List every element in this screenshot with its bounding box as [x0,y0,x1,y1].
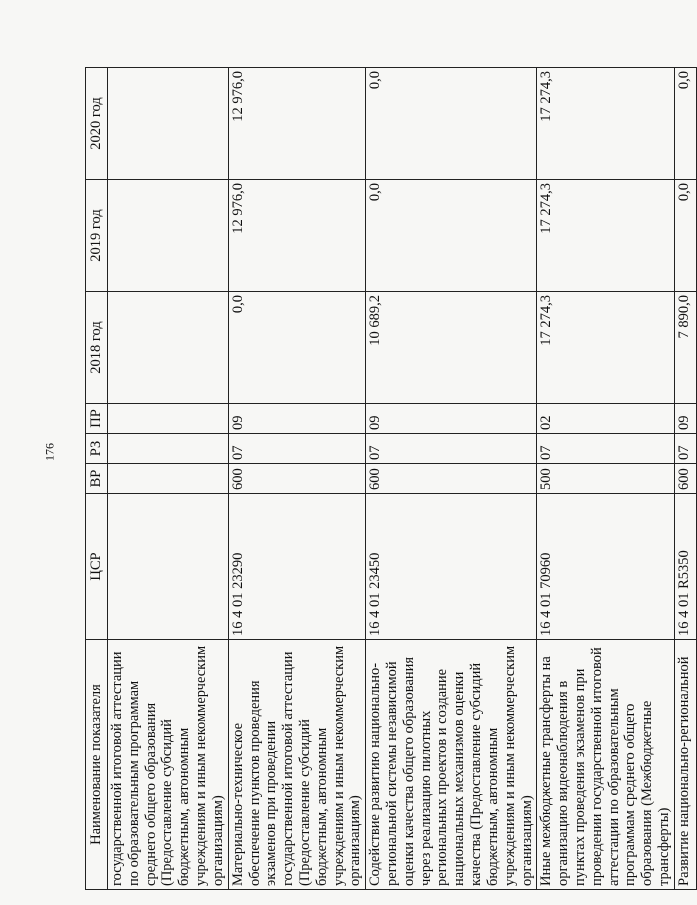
row-2018: 7 890,0 [674,292,696,404]
table-row [537,68,675,890]
row-vr: 600 [228,464,366,494]
row-2020: 0,0 [674,68,696,180]
row-pr: 09 [228,404,366,434]
row-2018 [108,292,229,404]
row-pr: 02 [537,404,675,434]
row-rz: 07 [366,434,537,464]
row-2019: 17 274,3 [537,180,675,292]
header-2020: 2020 год [86,68,108,180]
budget-table-container [85,68,692,890]
row-2019 [108,180,229,292]
row-vr: 500 [537,464,675,494]
row-rz: 07 [674,434,696,464]
row-csr: 16 4 01 23290 [228,494,366,640]
budget-table [85,67,697,890]
row-pr: 09 [674,404,696,434]
row-csr [108,494,229,640]
table-row [674,68,696,890]
row-name: Иные межбюджетные трансферты на организацию видеонаблюдения в пунктах проведения экзаменов при проведении государственной итоговой аттестации по образовательным программам среднего общего образования (Межбюджетные трансферты) [537,640,675,890]
table-row [228,68,366,890]
row-2018: 17 274,3 [537,292,675,404]
row-2018: 10 689,2 [366,292,537,404]
header-csr: ЦСР [86,494,108,640]
row-name: Материально-техническое обеспечение пунктов проведения экзаменов при проведении государственной итоговой аттестации (Предоставление субсидий бюджетным, автономным учреждениям и иным некоммерческим организациям) [228,640,366,890]
row-rz [108,434,229,464]
header-rz: РЗ [86,434,108,464]
row-2020 [108,68,229,180]
header-2018: 2018 год [86,292,108,404]
row-vr [108,464,229,494]
row-2020: 0,0 [366,68,537,180]
page-number: 176 [42,443,57,461]
row-csr: 16 4 01 70960 [537,494,675,640]
row-rz: 07 [228,434,366,464]
row-name: Развитие национально-региональной [674,640,696,890]
row-csr: 16 4 01 23450 [366,494,537,640]
header-pr: ПР [86,404,108,434]
row-2019: 0,0 [366,180,537,292]
row-name: Содействие развитию национально-региональной системы независимой оценки качества общего образования через реализацию пилотных региональных проектов и создание национальных механизмов оценки качества (Предоставление субсидий бюджетным, автономным учреждениям и иным некоммерческим организациям) [366,640,537,890]
table-row [108,68,229,890]
header-2019: 2019 год [86,180,108,292]
row-2020: 17 274,3 [537,68,675,180]
row-pr [108,404,229,434]
row-2019: 12 976,0 [228,180,366,292]
row-vr: 600 [366,464,537,494]
header-vr: ВР [86,464,108,494]
row-pr: 09 [366,404,537,434]
table-header-row [86,68,108,890]
row-rz: 07 [537,434,675,464]
row-2018: 0,0 [228,292,366,404]
row-vr: 600 [674,464,696,494]
row-csr: 16 4 01 R5350 [674,494,696,640]
header-name: Наименование показателя [86,640,108,890]
row-2019: 0,0 [674,180,696,292]
table-row [366,68,537,890]
row-2020: 12 976,0 [228,68,366,180]
row-name: государственной итоговой аттестации по образовательным программам среднего общего образования (Предоставление субсидий бюджетным, автономным учреждениям и иным некоммерческим организациям) [108,640,229,890]
